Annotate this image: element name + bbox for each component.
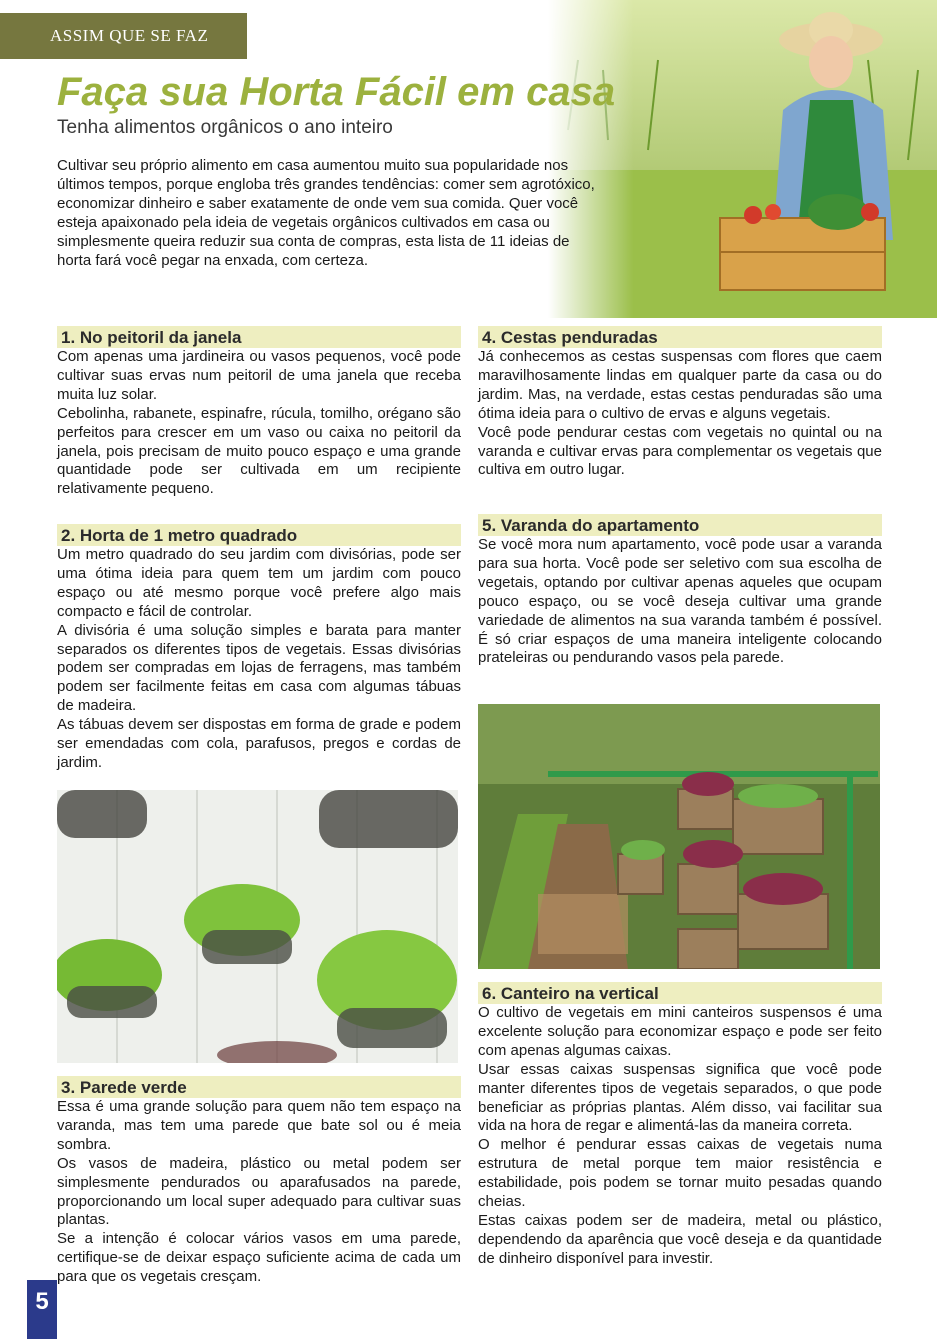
section-heading: 4. Cestas penduradas — [478, 326, 882, 348]
paragraph: Cebolinha, rabanete, espinafre, rúcula, tomilho, orégano são perfeitos para crescer em um vaso ou caixa no peitoril da janela, pois precisam de muito pouco espaço e uma grande quantidade pode ser cultivada em um recipiente relativamente pequeno. — [57, 404, 461, 498]
intro-paragraph: Cultivar seu próprio alimento em casa aumentou muito sua popularidade nos últimos tempos, porque engloba três grandes tendências: comer sem agrotóxico, economizar dinheiro e saber exatamente de onde vem sua comida. Quer você esteja apaixonado pela ideia de vegetais orgânicos cultivados em casa ou simplesmente queira reduzir sua conta de compras, esta lista de 11 ideias de horta fará você pegar na enxada, com certeza. — [57, 157, 595, 269]
section-5 — [478, 514, 882, 668]
paragraph: Você pode pendurar cestas com vegetais no quintal ou na varanda e cultivar ervas para complementar os vegetais que cultiva em outro lugar. — [478, 423, 882, 479]
paragraph: Já conhecemos as cestas suspensas com flores que caem maravilhosamente lindas em qualquer parte da casa ou do jardim. Mas, na verdade, estas cestas penduradas são uma ótima ideia para o cultivo de ervas e alguns vegetais. — [478, 348, 882, 422]
section-heading: 5. Varanda do apartamento — [478, 514, 882, 536]
paragraph: Usar essas caixas suspensas significa que você pode manter diferentes tipos de vegetais separados, o que pode beneficiar as próprias plantas. Além disso, vai facilitar sua vida na hora de regar e alimentá-las da maneira correta. — [478, 1060, 882, 1135]
page-subtitle: Tenha alimentos orgânicos o ano inteiro — [57, 117, 393, 138]
section-4 — [478, 326, 882, 480]
section-heading: 1. No peitoril da janela — [57, 326, 461, 348]
photo-bottle-wall-garden — [57, 790, 458, 1063]
section-body — [478, 348, 882, 480]
section-1 — [57, 326, 461, 499]
paragraph: Os vasos de madeira, plástico ou metal podem ser simplesmente pendurados ou aparafusados na parede, proporcionando um local super adequado para cultivar suas plantas. — [57, 1154, 461, 1229]
page-number: 5 — [27, 1280, 57, 1339]
paragraph: A divisória é uma solução simples e barata para manter separados os diferentes tipos de vegetais. Essas divisórias podem ser compradas em lojas de ferragens, mas também podem ser facilmente feitas em casa com algumas tábuas de madeira. — [57, 621, 461, 715]
paragraph: Se você mora num apartamento, você pode usar a varanda para sua horta. Você pode ser seletivo com sua escolha de vegetais, optando por cultivar apenas aqueles que ocupam pouco espaço, ou se você deseja cultivar uma grande variedade de alimentos na sua varanda também é possível. É só criar espaços de uma maneira inteligente colocando prateleiras ou pendurando vasos pela parede. — [478, 536, 882, 667]
page-title: Faça sua Horta Fácil em casa — [57, 70, 616, 114]
section-body — [57, 546, 461, 773]
paragraph: Com apenas uma jardineira ou vasos pequenos, você pode cultivar suas ervas num peitoril de uma janela que receba muita luz solar. — [57, 348, 461, 403]
section-tag: ASSIM QUE SE FAZ — [0, 13, 247, 59]
paragraph: Se a intenção é colocar vários vasos em uma parede, certifique-se de deixar espaço suficiente acima de cada um para que os vegetais cresçam. — [57, 1230, 461, 1286]
paragraph: As tábuas devem ser dispostas em forma de grade e podem ser emendadas com cola, parafusos, pregos e cordas de jardim. — [57, 716, 461, 771]
paragraph: Estas caixas podem ser de madeira, metal ou plástico, dependendo da aparência que você deseja e da quantidade de dinheiro disponível para investir. — [478, 1211, 882, 1267]
hero-photo-gardener — [548, 0, 937, 318]
section-body — [478, 536, 882, 668]
section-body — [57, 348, 461, 499]
paragraph: Um metro quadrado do seu jardim com divisórias, pode ser uma ótima ideia para quem tem um jardim com pouco espaço ou até mesmo porque você prefere algo mais compacto e fácil de controlar. — [57, 546, 461, 620]
section-2 — [57, 524, 461, 773]
photo-hanging-boxes — [478, 704, 880, 969]
section-body — [57, 1098, 461, 1287]
section-heading: 2. Horta de 1 metro quadrado — [57, 524, 461, 546]
section-3 — [57, 1076, 461, 1287]
section-heading: 3. Parede verde — [57, 1076, 461, 1098]
section-heading: 6. Canteiro na vertical — [478, 982, 882, 1004]
section-body — [478, 1004, 882, 1269]
section-6 — [478, 982, 882, 1269]
paragraph: O melhor é pendurar essas caixas de vegetais numa estrutura de metal porque tem maior resistência e estabilidade, pois podem se tornar muito pesadas quando cheias. — [478, 1136, 882, 1211]
paragraph: Essa é uma grande solução para quem não tem espaço na varanda, mas tem uma parede que bate sol ou é meia sombra. — [57, 1098, 461, 1153]
paragraph: O cultivo de vegetais em mini canteiros suspensos é uma excelente solução para economizar espaço e pode ser feito com apenas algumas caixas. — [478, 1004, 882, 1059]
